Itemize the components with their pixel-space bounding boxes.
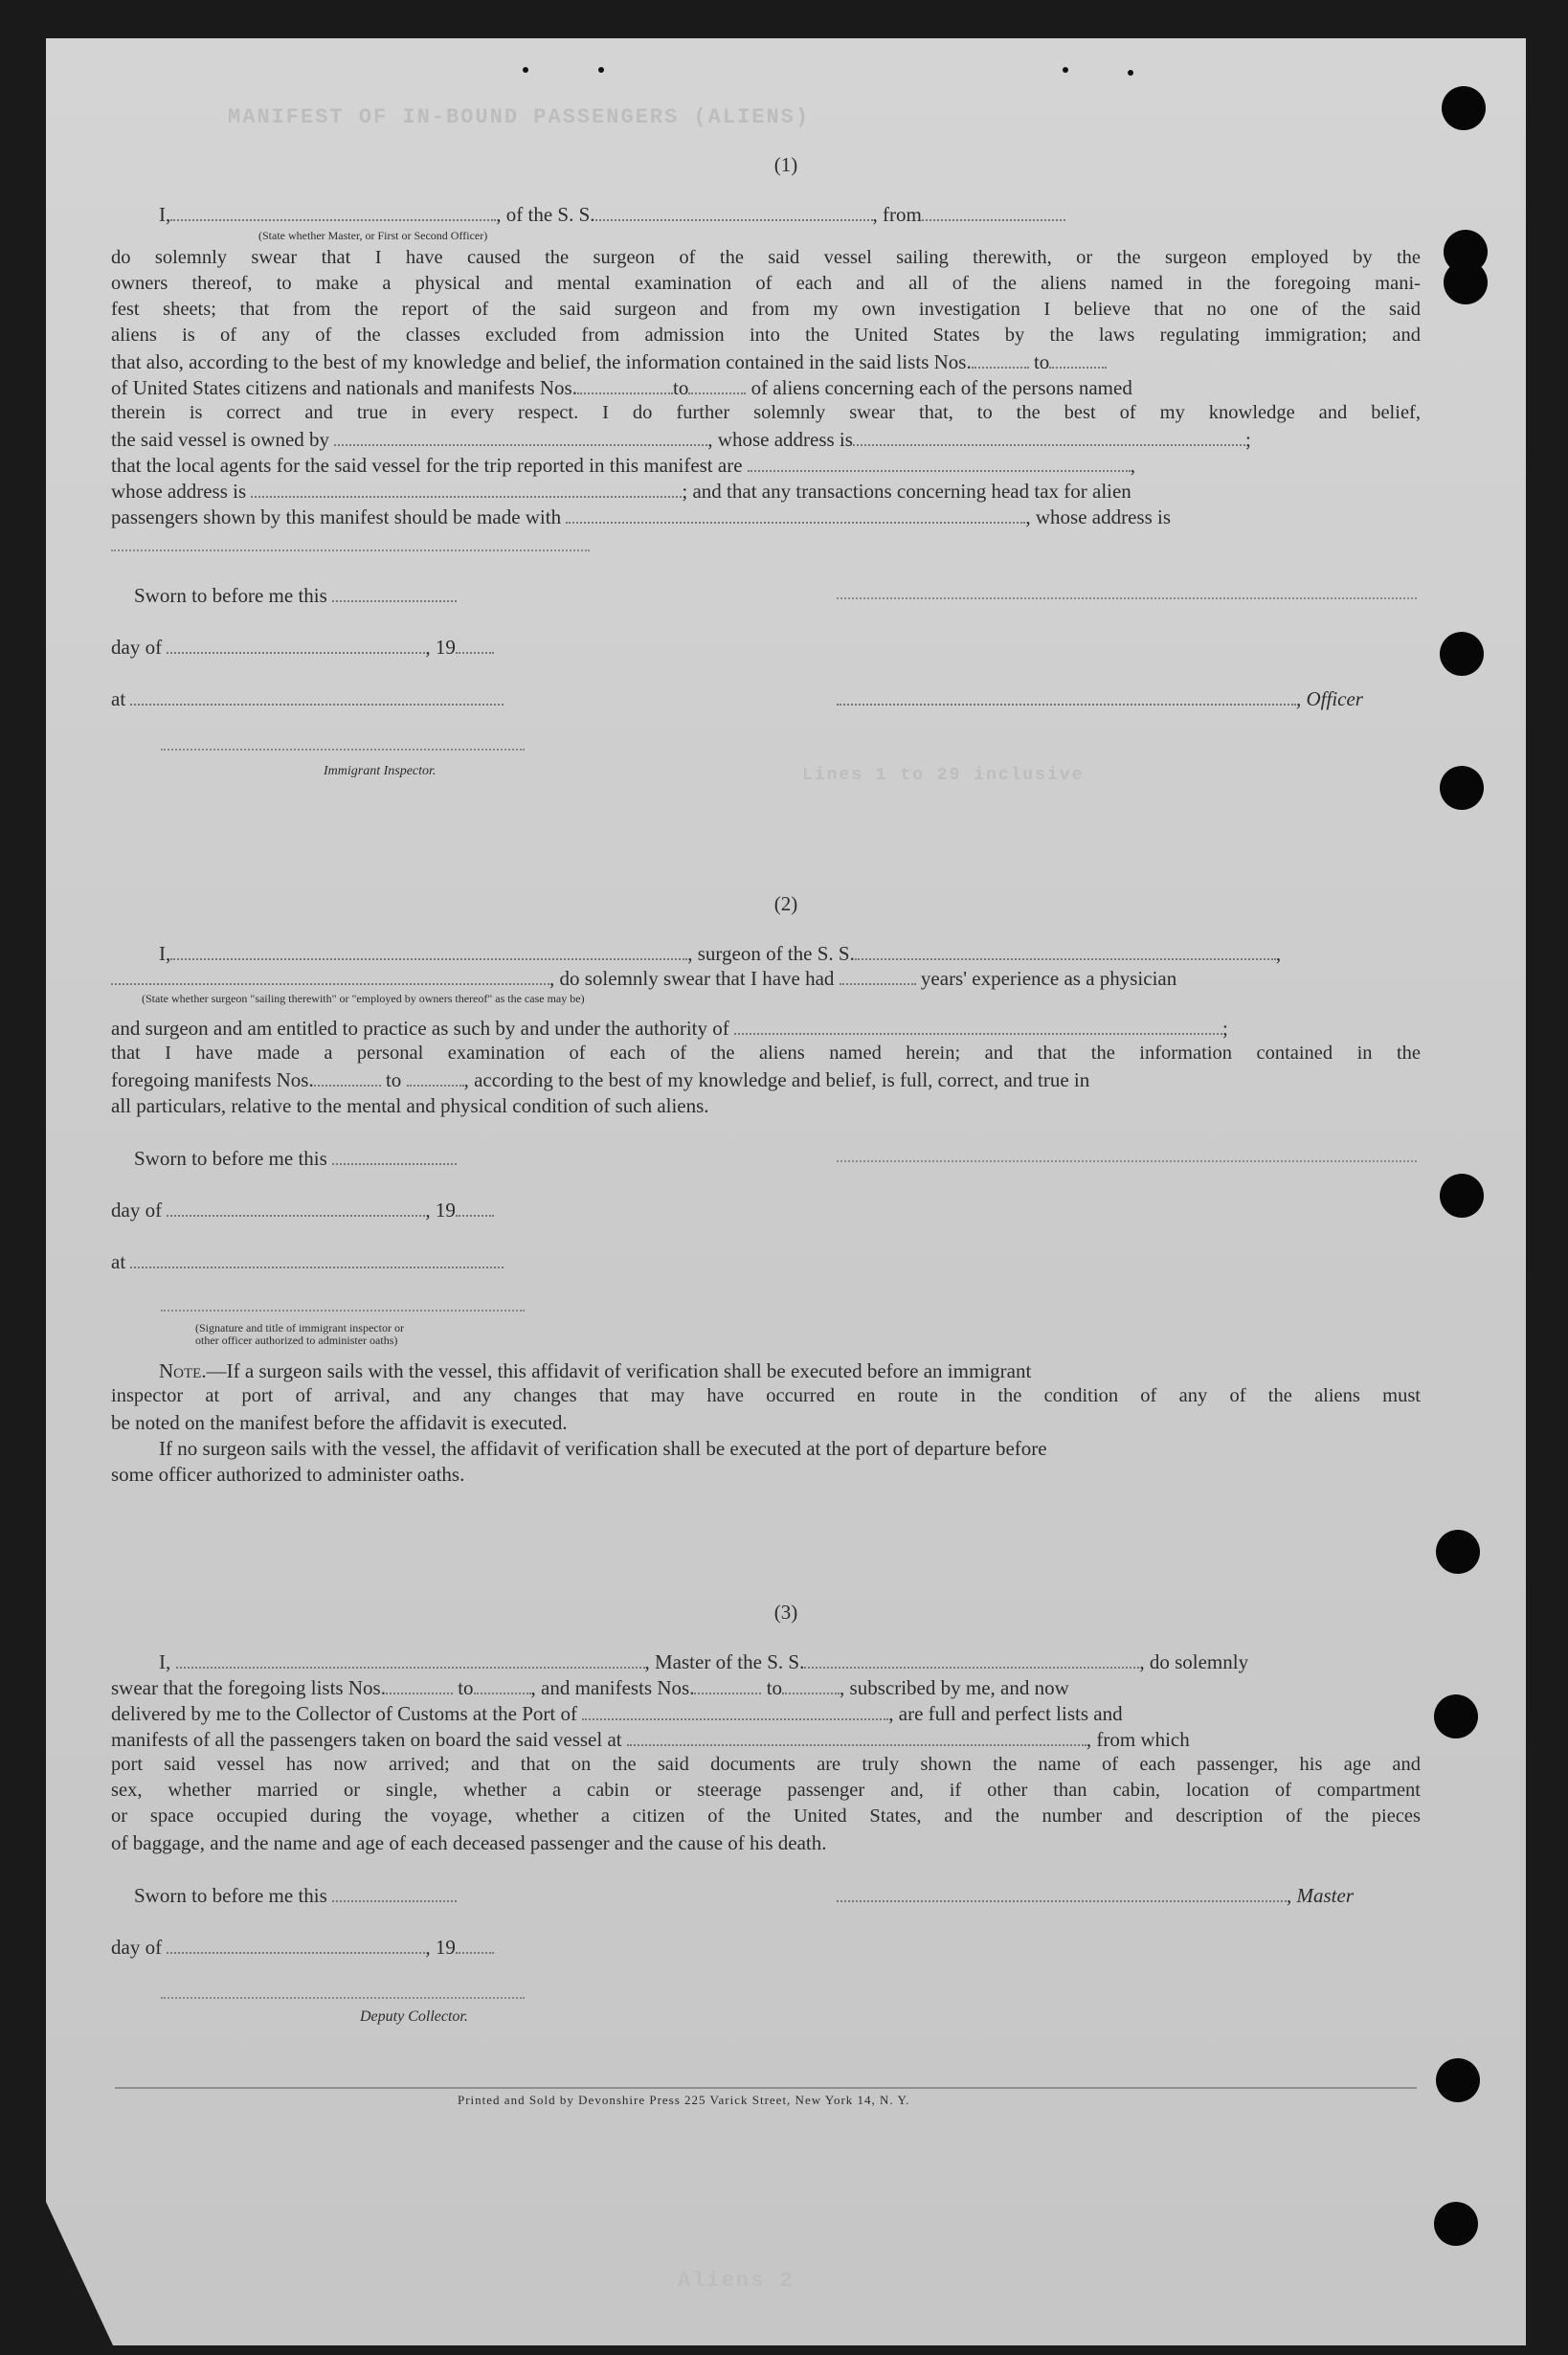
footer-rule [115,2087,1417,2089]
sig-note: other officer authorized to administer oaths) [195,1334,398,1347]
binder-hole [1440,1174,1484,1218]
para-line: I, , Master of the S. S. , do solemnly [159,1650,1249,1673]
para-line: of United States citizens and nationals and manifests Nos. to of aliens concerning each of the persons named [111,376,1132,399]
sworn-label: Sworn to before me this [134,1147,457,1171]
binder-hole [1436,2058,1480,2102]
inspector-line [161,747,525,751]
document-page [46,38,1526,2345]
section-number: (3) [773,1601,798,1624]
ink-speck [598,67,604,73]
officer-note: (State whether Master, or First or Second Officer) [258,229,488,242]
para-line: or space occupied during the voyage, whether a citizen of the United States, and the number and description of the pieces [111,1806,1421,1827]
note-line: Note.—If a surgeon sails with the vessel, this affidavit of verification shall be executed before an immigrant [159,1359,1032,1382]
para-line: of baggage, and the name and age of each deceased passenger and the cause of his death. [111,1831,827,1854]
binder-hole [1434,2202,1478,2246]
binder-hole [1434,1694,1478,1738]
para-line: therein is correct and true in every respect. I do further solemnly swear that, to the best of my knowledge and belief, [111,402,1421,423]
inspector-label: Immigrant Inspector. [324,764,437,778]
oath-line: , do solemnly swear that I have had years' experience as a physician [111,967,1176,991]
oath-text: , from [872,203,922,226]
para-line: owners thereof, to make a physical and mental examination of each and all of the aliens named in the foregoing mani- [111,273,1421,294]
oath-text: I, [159,203,171,226]
ink-speck [523,67,528,73]
para-line: sex, whether married or single, whether a cabin or steerage passenger and, if other than cabin, location of compartment [111,1780,1421,1801]
oath-line: I, , surgeon of the S. S. , [159,942,1282,965]
para-line: manifests of all the passengers taken on board the said vessel at , from which [111,1728,1190,1751]
para-line: and surgeon and am entitled to practice as such by and under the authority of ; [111,1017,1228,1040]
inspector-line [161,1308,525,1312]
day-label: day of , 19 [111,1199,494,1222]
bleed-through-footer: Aliens 2 [678,2269,795,2293]
at-label: at [111,1250,504,1274]
para-line: that I have made a personal examination of each of the aliens named herein; and that the information contained in the [111,1043,1421,1064]
para-line: that the local agents for the said vessel for the trip reported in this manifest are , [111,454,1136,477]
note-line: some officer authorized to administer oaths. [111,1463,465,1486]
para-line: all particulars, relative to the mental and physical condition of such aliens. [111,1094,709,1117]
signature-line [837,1158,1417,1162]
para-line: whose address is ; and that any transactions concerning head tax for alien [111,480,1131,503]
para-line: that also, according to the best of my knowledge and belief, the information contained in the said lists Nos. to [111,350,1107,374]
binder-hole [1442,86,1486,130]
oath-text: , of the S. S. [496,203,595,226]
master-label: , Master [837,1884,1354,1908]
printer-imprint: Printed and Sold by Devonshire Press 225 Varick Street, New York 14, N. Y. [458,2093,910,2107]
officer-label: , Officer [837,687,1363,711]
binder-hole [1436,1530,1480,1574]
ink-speck [1128,70,1133,76]
deputy-line [161,1995,525,1999]
sworn-label: Sworn to before me this [134,584,457,608]
para-line: do solemnly swear that I have caused the surgeon of the said vessel sailing therewith, or the surgeon employed by the [111,247,1421,268]
para-line: swear that the foregoing lists Nos. to , and manifests Nos. to , subscribed by me, and now [111,1676,1069,1699]
para-line: fest sheets; that from the report of the said surgeon and from my own investigation I believe that no one of the said [111,299,1421,320]
binder-hole [1440,766,1484,810]
address-line [111,548,590,551]
para-line: aliens is of any of the classes excluded from admission into the United States by the laws regulating immigration; and [111,325,1421,346]
folded-corner [46,2202,113,2345]
section-number: (1) [773,153,798,176]
sig-note: (Signature and title of immigrant inspector or [195,1321,404,1334]
day-label: day of , 19 [111,636,494,660]
binder-hole [1440,632,1484,676]
bleed-through-title: MANIFEST OF IN-BOUND PASSENGERS (ALIENS) [228,105,811,129]
note-line: inspector at port of arrival, and any changes that may have occurred en route in the condition of any of the aliens must [111,1385,1421,1406]
para-line: foregoing manifests Nos. to , according to the best of my knowledge and belief, is full, correct, and true in [111,1068,1090,1091]
ink-speck [1063,67,1068,73]
note-line: If no surgeon sails with the vessel, the affidavit of verification shall be executed at the port of departure before [159,1437,1047,1460]
note-line: be noted on the manifest before the affidavit is executed. [111,1411,568,1434]
at-label: at [111,687,504,711]
para-line: delivered by me to the Collector of Customs at the Port of , are full and perfect lists and [111,1702,1123,1725]
para-line: port said vessel has now arrived; and that on the said documents are truly shown the name of each passenger, his age and [111,1754,1421,1775]
day-label: day of , 19 [111,1936,494,1960]
signature-line [837,595,1417,599]
surgeon-note: (State whether surgeon "sailing therewith" or "employed by owners thereof" as the case may be) [142,992,585,1005]
section-number: (2) [773,892,798,915]
para-line: the said vessel is owned by , whose address is ; [111,428,1251,451]
deputy-label: Deputy Collector. [360,2008,468,2025]
bleed-through-lines: Lines 1 to 29 inclusive [802,766,1085,785]
binder-hole [1444,260,1488,304]
para-line: passengers shown by this manifest should be made with , whose address is [111,505,1172,528]
sworn-label: Sworn to before me this [134,1884,457,1908]
oath-line [159,203,1065,227]
